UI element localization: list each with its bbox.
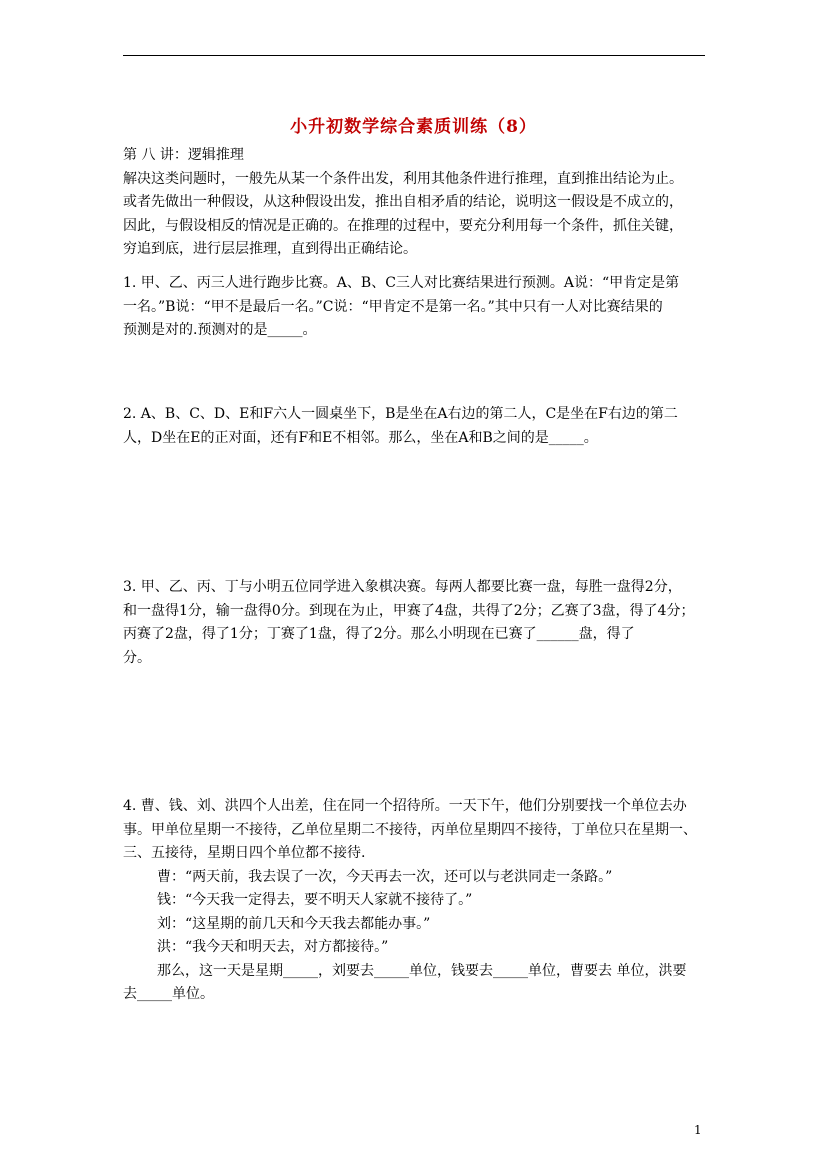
question-3 bbox=[123, 576, 708, 670]
quote-line: 钱：“今天我一定得去，要不明天人家就不接待了。” bbox=[157, 892, 473, 908]
page-number: 1 bbox=[694, 1123, 702, 1137]
question-line: 那么，这一天是星期_____，刘要去_____单位，钱要去_____单位，曹要去 单位，洪要 bbox=[157, 962, 687, 979]
question-2 bbox=[123, 403, 708, 450]
question-1 bbox=[123, 272, 708, 343]
question-line: 三、五接待，星期日四个单位都不接待. bbox=[123, 845, 366, 861]
quote-line: 刘：“这星期的前几天和今天我去都能办事。” bbox=[157, 915, 431, 932]
intro-line: 穷追到底，进行层层推理，直到得出正确结论。 bbox=[123, 241, 417, 257]
header-rule bbox=[123, 55, 705, 56]
intro-line: 或者先做出一种假设，从这种假设出发，推出自相矛盾的结论，说明这一假设是不成立的， bbox=[123, 194, 683, 210]
question-line: 1. 甲、乙、丙三人进行跑步比赛。A、B、C三人对比赛结果进行预测。A说：“甲肯定是第 bbox=[123, 275, 680, 291]
question-line: 2. A、B、C、D、E和F六人一圆桌坐下，B是坐在A右边的第二人，C是坐在F右边的第二 bbox=[123, 406, 678, 422]
quote-line: 洪：“我今天和明天去，对方都接待。” bbox=[157, 939, 389, 955]
quote-line: 曹：“两天前，我去误了一次，今天再去一次，还可以与老洪同走一条路。” bbox=[157, 868, 613, 885]
question-4 bbox=[123, 795, 708, 1007]
question-line: 人，D坐在E的正对面，还有F和E不相邻。那么，坐在A和B之间的是_____。 bbox=[123, 429, 598, 446]
question-line: 4. 曹、钱、刘、洪四个人出差，住在同一个招待所。一天下午，他们分别要找一个单位去办 bbox=[123, 798, 687, 814]
lecture-heading: 第 八 讲：逻辑推理 bbox=[123, 147, 244, 163]
question-line: 分。 bbox=[123, 649, 151, 666]
lecture-section bbox=[123, 144, 708, 262]
page-title: 小升初数学综合素质训练（8） bbox=[290, 117, 537, 137]
question-line: 预测是对的.预测对的是_____。 bbox=[123, 322, 317, 338]
question-line: 3. 甲、乙、丙、丁与小明五位同学进入象棋决赛。每两人都要比赛一盘，每胜一盘得2分， bbox=[123, 579, 682, 595]
question-line: 和一盘得1分，输一盘得0分。到现在为止，甲赛了4盘，共得了2分；乙赛了3盘，得了4分； bbox=[123, 602, 695, 619]
question-line: 事。甲单位星期一不接待，乙单位星期二不接待，丙单位星期四不接待，丁单位只在星期一、 bbox=[123, 821, 697, 838]
question-line: 一名。”B说：“甲不是最后一名。”C说：“甲肯定不是第一名。”其中只有一人对比赛结果的 bbox=[123, 298, 663, 315]
question-line: 去_____单位。 bbox=[123, 986, 214, 1002]
question-line: 丙赛了2盘，得了1分；丁赛了1盘，得了2分。那么小明现在已赛了______盘，得了 bbox=[123, 626, 635, 642]
intro-line: 因此，与假设相反的情况是正确的。在推理的过程中，要充分利用每一个条件，抓住关键， bbox=[123, 217, 683, 234]
intro-line: 解决这类问题时，一般先从某一个条件出发，利用其他条件进行推理，直到推出结论为止。 bbox=[123, 170, 683, 187]
